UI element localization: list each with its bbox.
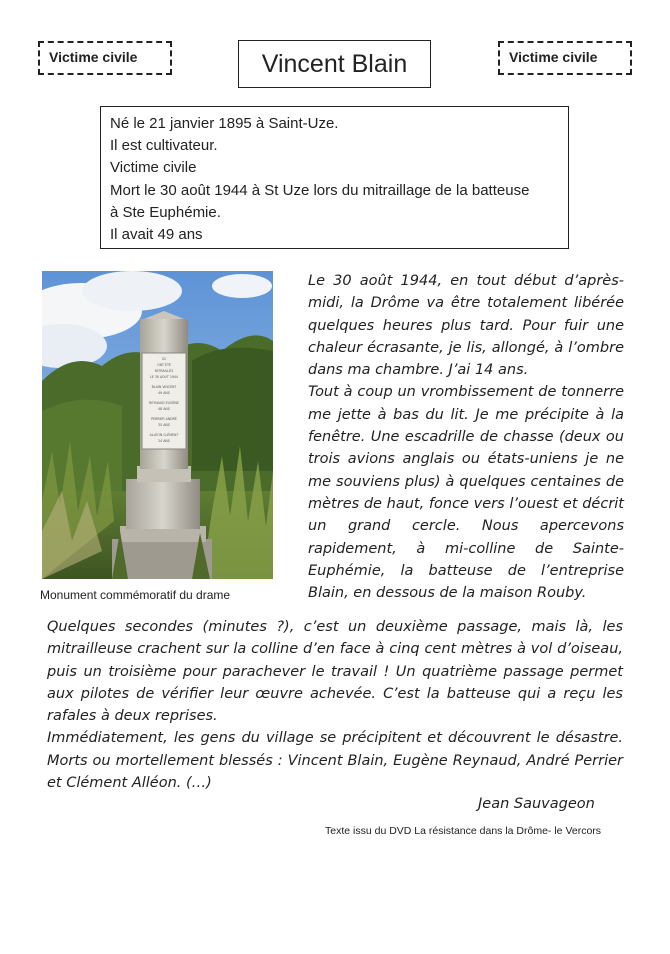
victime-civile-tag-left: Victime civile	[38, 41, 172, 75]
narrative-paragraph: Tout à coup un vrombissement de tonnerre me jette à bas du lit. Je me précipite à la fenêtre. Une escadrille de chasse (deux ou trois avions anglais ou états-uniens je ne me souviens plus) à quelques centaines de mètres de haut, fonce vers l’ouest et décrit un grand cercle. Nous apercevons rapidement, à mi-colline de Sainte-Euphémie, la batteuse de l’entreprise Blain, en dessous de la maison Rouby.	[308, 384, 624, 602]
narrative-bottom-block	[47, 616, 623, 794]
plaque-line: 48 ANS	[158, 407, 170, 411]
plaque-line: 35 ANS	[158, 423, 170, 427]
victime-civile-tag-right: Victime civile	[498, 41, 632, 75]
plaque-line: REYNAUD EUGÈNE	[149, 401, 179, 405]
monument-photo	[42, 271, 273, 579]
plaque-line: BLAIN VINCENT	[151, 385, 177, 389]
info-line-birth: Né le 21 janvier 1895 à Saint-Uze.	[110, 115, 339, 132]
plaque-line: MITRAILLÉS	[154, 369, 174, 373]
plaque-line: LE 30 AOUT 1944	[150, 375, 178, 379]
source-credit: Texte issu du DVD La résistance dans la Drôme- le Vercors	[325, 825, 602, 837]
info-line-death: Mort le 30 août 1944 à St Uze lors du mitraillage de la batteuse	[110, 181, 530, 199]
photo-caption: Monument commémoratif du drame	[40, 588, 231, 602]
plaque-line: PERRIER ANDRÉ	[151, 417, 177, 421]
narrative-paragraph: Le 30 août 1944, en tout début d’après-midi, la Drôme va être totalement libérée quelques heures plus tard. Pour fuir une chaleur écrasante, je lis, allongé, à l’ombre dans ma chambre. J’ai 14 ans.	[308, 273, 624, 379]
plaque-line: ALLÉON CLÉMENT	[149, 433, 179, 437]
narrative-paragraph: Quelques secondes (minutes ?), c’est un deuxième passage, mais là, les mitrailleuse crachent sur la colline d’en face à cinq cent mètres à vol d’oiseau, puis un troisième pour parachever le travail ! Un quatrième passage permet aux pilotes de vérifier leur œuvre achevée. C’est la batteuse qui a reçu les rafales à deux reprises.	[47, 619, 623, 725]
info-line-age: Il avait 49 ans	[110, 226, 203, 244]
narrative-paragraph: Immédiatement, les gens du village se précipitent et découvrent le désastre. Morts ou mortellement blessés : Vincent Blain, Eugène Reynaud, André Perrier et Clément Alléon. (…)	[47, 730, 623, 792]
biography-box	[100, 106, 569, 249]
plaque-line: 49 ANS	[158, 391, 170, 395]
author-name: Jean Sauvageon	[478, 796, 595, 812]
plaque-line: 24 ANS	[158, 439, 170, 443]
plaque-line: ICI	[161, 357, 167, 361]
info-line-place: à Ste Euphémie.	[110, 203, 221, 221]
info-line-status: Victime civile	[110, 159, 197, 177]
info-line-occupation: Il est cultivateur.	[110, 137, 218, 155]
plaque-line: ONT ÉTÉ	[157, 363, 171, 367]
page-title: Vincent Blain	[238, 40, 431, 88]
narrative-right-column	[308, 270, 624, 604]
